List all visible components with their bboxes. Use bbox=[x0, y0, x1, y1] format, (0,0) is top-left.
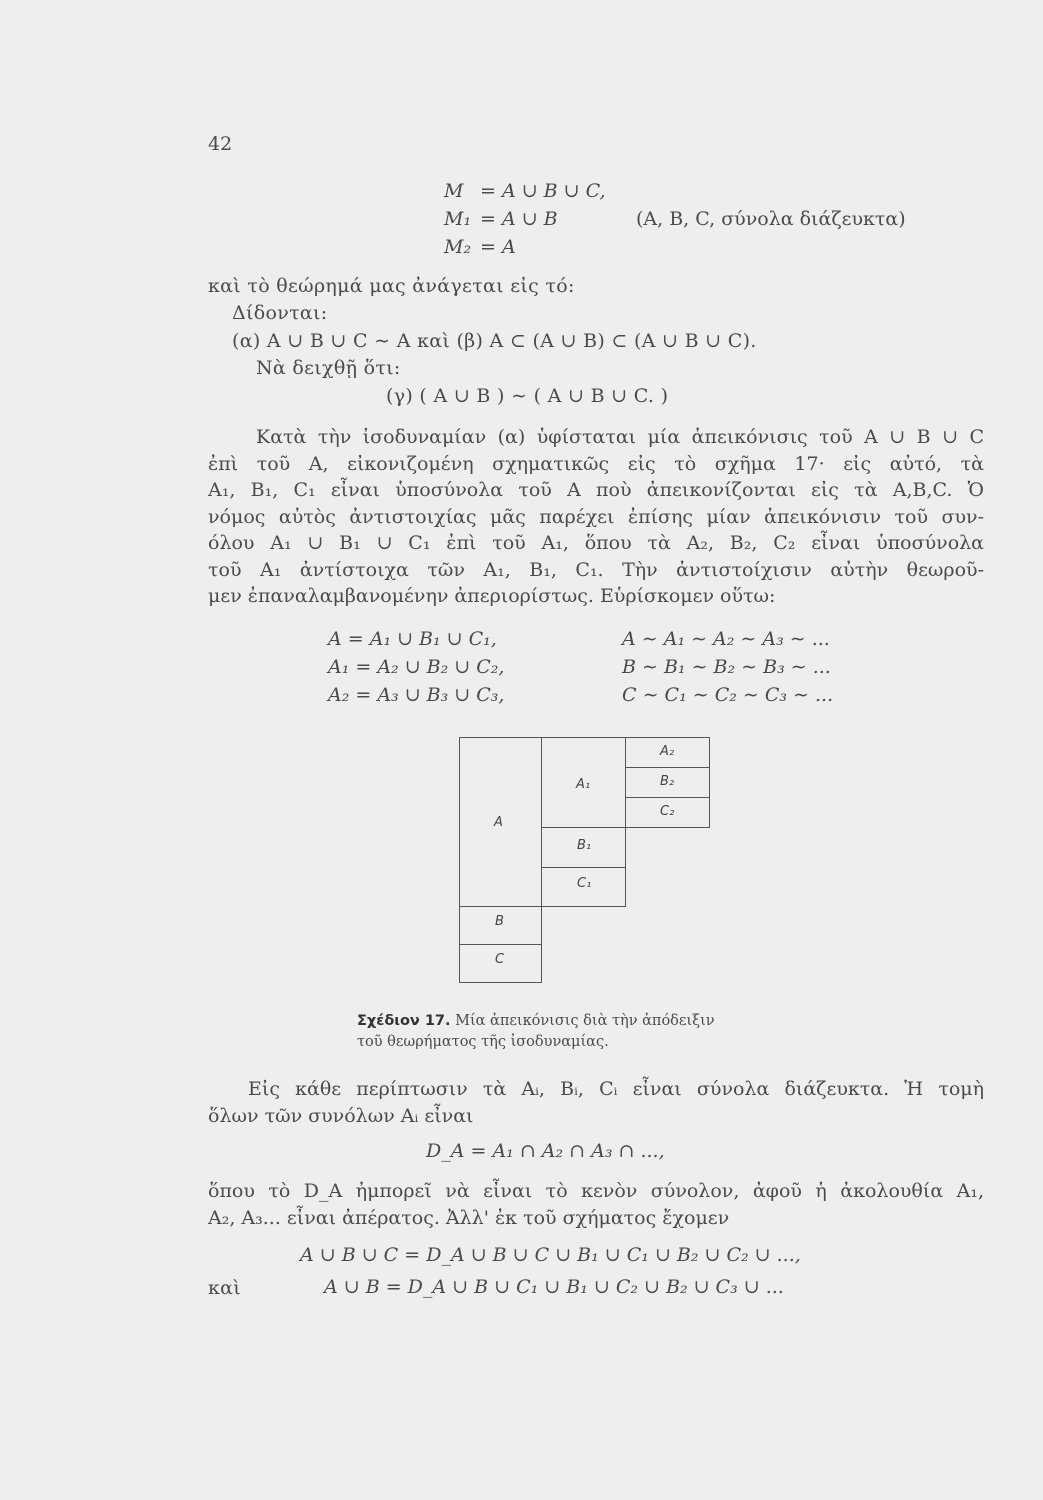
paragraph-line: μεν ἐπαναλαμβανομένην ἀπεριορίστως. Εὑρίσκομεν οὕτω: bbox=[208, 585, 776, 607]
prove-statement: (γ) ( A ∪ B ) ∼ ( A ∪ B ∪ C. ) bbox=[386, 385, 669, 407]
label-c2: C₂ bbox=[660, 804, 675, 819]
paragraph-1 bbox=[208, 424, 984, 610]
given-statement: (α) A ∪ B ∪ C ∼ A καὶ (β) A ⊂ (A ∪ B) ⊂ (A ∪ B ∪ C). bbox=[232, 330, 757, 352]
label-a1: A₁ bbox=[576, 777, 591, 792]
paragraph-line: A₂, A₃... εἶναι ἀπέρατος. Ἀλλ' ἐκ τοῦ σχήματος ἔχομεν bbox=[208, 1206, 730, 1229]
final-equation-1: A ∪ B ∪ C = D_A ∪ B ∪ C ∪ B₁ ∪ C₁ ∪ B₂ ∪ C₂ ∪ ..., bbox=[300, 1244, 801, 1266]
def-note: (A, B, C, σύνολα διάζευκτα) bbox=[636, 208, 906, 230]
given-label: Δίδονται: bbox=[232, 302, 328, 324]
paragraph-line: ὅπου τὸ D_A ἠμπορεῖ νὰ εἶναι τὸ κενὸν σύνολον, ἀφοῦ ἡ ἀκολουθία A₁, bbox=[208, 1180, 984, 1202]
label-b2: B₂ bbox=[660, 774, 675, 789]
reduce-line: καὶ τὸ θεώρημά μας ἀνάγεται εἰς τό: bbox=[208, 275, 575, 297]
caption-line-1: Μία ἀπεικόνισις διὰ τὴν ἀπόδειξιν bbox=[455, 1013, 715, 1029]
def-m-lhs: M bbox=[444, 180, 464, 202]
intersection-equation: D_A = A₁ ∩ A₂ ∩ A₃ ∩ ..., bbox=[426, 1140, 665, 1162]
paragraph-2 bbox=[208, 1076, 984, 1129]
label-a: A bbox=[494, 815, 503, 830]
paragraph-3 bbox=[208, 1178, 984, 1231]
paragraph-line: Κατὰ τὴν ἰσοδυναμίαν (α) ὑφίσταται μία ἀπεικόνισις τοῦ A ∪ B ∪ C bbox=[256, 426, 984, 448]
paragraph-line: τοῦ A₁ ἀντίστοιχα τῶν A₁, B₁, C₁. Τὴν ἀντιστοίχισιν αὐτὴν θεωροῦ- bbox=[208, 558, 984, 581]
label-c1: C₁ bbox=[577, 876, 592, 891]
label-a2: A₂ bbox=[660, 744, 675, 759]
caption-label: Σχέδιον 17. bbox=[357, 1013, 451, 1029]
page-number: 42 bbox=[208, 133, 233, 155]
caption-line-2: τοῦ θεωρήματος τῆς ἰσοδυναμίας. bbox=[357, 1034, 609, 1050]
label-c: C bbox=[495, 952, 505, 967]
equation-left: A₁ = A₂ ∪ B₂ ∪ C₂, bbox=[328, 656, 505, 678]
equation-right: A ∼ A₁ ∼ A₂ ∼ A₃ ∼ ... bbox=[622, 628, 830, 650]
paragraph-line: A₁, B₁, C₁ εἶναι ὑποσύνολα τοῦ A ποὺ ἀπεικονίζονται εἰς τὰ A,B,C. Ὁ bbox=[208, 479, 984, 501]
paragraph-line: ὅλων τῶν συνόλων Aᵢ εἶναι bbox=[208, 1104, 474, 1127]
paragraph-line: νόμος αὐτὸς ἀντιστοιχίας μᾶς παρέχει ἐπίσης μίαν ἀπεικόνισιν τοῦ συν- bbox=[208, 505, 984, 528]
label-b: B bbox=[495, 914, 504, 929]
equation-left: A₂ = A₃ ∪ B₃ ∪ C₃, bbox=[328, 684, 505, 706]
figure-caption bbox=[357, 1013, 715, 1029]
equation-left: A = A₁ ∪ B₁ ∪ C₁, bbox=[328, 628, 497, 650]
paragraph-line: όλου A₁ ∪ B₁ ∪ C₁ ἐπὶ τοῦ A₁, ὅπου τὰ A₂, B₂, C₂ εἶναι ὑποσύνολα bbox=[208, 532, 984, 554]
paragraph-line: ἐπὶ τοῦ A, εἰκονιζομένη σχηματικῶς εἰς τὸ σχῆμα 17· εἰς αὐτό, τὰ bbox=[208, 452, 984, 475]
final-kai: καὶ bbox=[208, 1277, 242, 1299]
def-m2-rhs: = A bbox=[480, 236, 516, 258]
label-b1: B₁ bbox=[577, 838, 592, 853]
equation-right: B ∼ B₁ ∼ B₂ ∼ B₃ ∼ ... bbox=[622, 656, 831, 678]
def-m2-lhs: M₂ bbox=[444, 236, 472, 258]
def-m1-lhs: M₁ bbox=[444, 208, 472, 230]
prove-label: Νὰ δειχθῇ ὅτι: bbox=[256, 357, 401, 379]
def-m1-rhs: = A ∪ B bbox=[480, 208, 558, 230]
paragraph-line: Εἰς κάθε περίπτωσιν τὰ Aᵢ, Bᵢ, Cᵢ εἶναι σύνολα διάζευκτα. Ἡ τομὴ bbox=[248, 1078, 984, 1100]
final-equation-2: A ∪ B = D_A ∪ B ∪ C₁ ∪ B₁ ∪ C₂ ∪ B₂ ∪ C₃ ∪ ... bbox=[324, 1276, 784, 1298]
def-m-rhs: = A ∪ B ∪ C, bbox=[480, 180, 606, 202]
equation-right: C ∼ C₁ ∼ C₂ ∼ C₃ ∼ ... bbox=[622, 684, 834, 706]
